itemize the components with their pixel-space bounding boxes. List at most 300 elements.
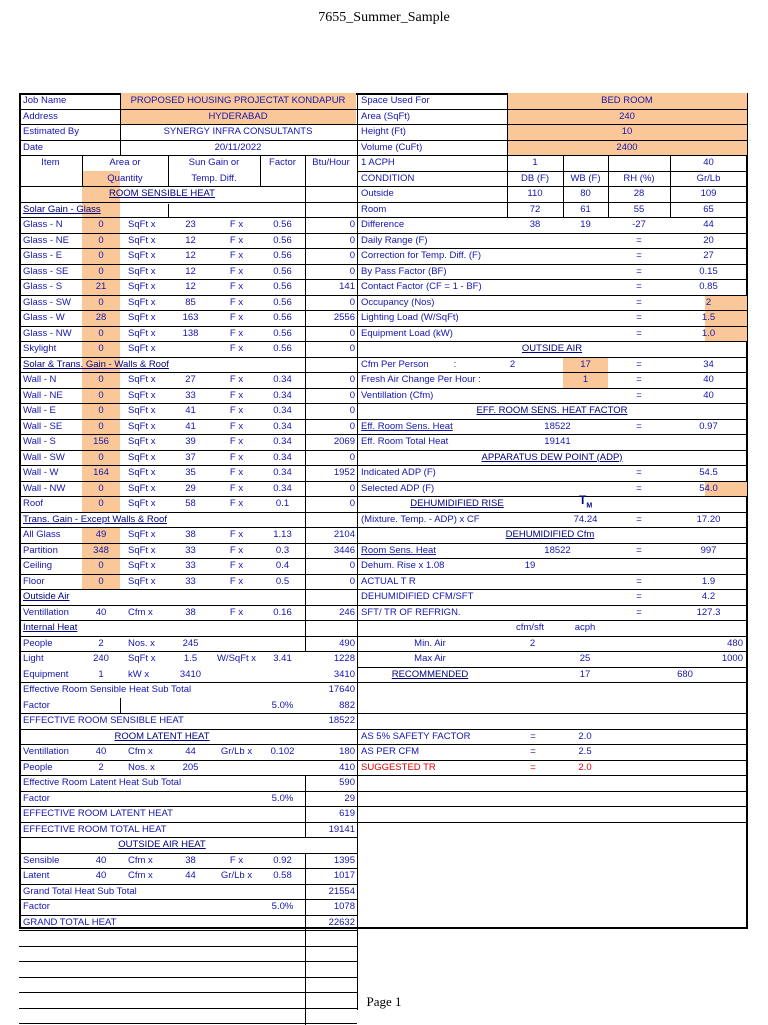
glass-row-value: 12	[168, 280, 213, 293]
min-air-cfm: 2	[505, 637, 560, 650]
glass-row-item: Glass - NE	[21, 234, 82, 247]
trans-row-factor: 0.3	[260, 544, 305, 557]
skylight-row-fx: F x	[213, 342, 260, 355]
job-name-label: Job Name	[21, 94, 120, 107]
glass-row-btu: 0	[305, 234, 357, 247]
skylight-row-item: Skylight	[21, 342, 82, 355]
latent-row-btu: 410	[305, 761, 357, 774]
trans-row-value: 33	[168, 575, 213, 588]
condition-row-label: Outside	[359, 187, 507, 200]
trans-row-fx: F x	[213, 575, 260, 588]
glass-row-qty: 0	[82, 296, 120, 309]
wall-row-btu: 0	[305, 451, 357, 464]
cfm-per-person-colon: :	[445, 358, 465, 371]
outside-air-row-fx: Gr/Lb x	[213, 869, 260, 882]
glass-row-btu: 141	[305, 280, 357, 293]
glass-row-unit: SqFt x	[126, 234, 168, 247]
dehum-rise-value: 19	[500, 559, 560, 572]
param-equals: =	[608, 311, 670, 324]
param-label: Lighting Load (W/SqFt)	[359, 311, 609, 324]
wall-row-qty: 0	[82, 420, 120, 433]
wall-row-factor: 0.34	[260, 404, 305, 417]
recommended-value: 680	[660, 668, 710, 681]
wall-row-value: 41	[168, 404, 213, 417]
glass-row-item: Glass - NW	[21, 327, 82, 340]
outside-air-row-btu: 1395	[305, 854, 357, 867]
internal-row-btu: 490	[305, 637, 357, 650]
wall-row-value: 41	[168, 420, 213, 433]
wall-row-btu: 2069	[305, 435, 357, 448]
glass-row-btu: 0	[305, 218, 357, 231]
param-label: By Pass Factor (BF)	[359, 265, 609, 278]
section-outside-air: Outside Air	[21, 590, 171, 603]
outside-air-row-qty: 40	[82, 854, 120, 867]
tm-subscript: M	[586, 502, 592, 509]
wall-row-fx: F x	[213, 404, 260, 417]
summary-label: DEHUMIDIFIED CFM/SFT	[359, 590, 609, 603]
param-label: Contact Factor (CF = 1 - BF)	[359, 280, 609, 293]
wall-row-btu: 0	[305, 404, 357, 417]
col-header-item: Item	[19, 156, 82, 169]
internal-row-fx: W/SqFt x	[213, 652, 260, 665]
sensible-factor-label: Factor	[21, 699, 121, 712]
internal-row-btu: 1228	[305, 652, 357, 665]
grand-subtotal: 21554	[305, 885, 357, 898]
glass-row-qty: 0	[82, 327, 120, 340]
page-number: Page 1	[0, 994, 768, 1010]
wall-row-qty: 0	[82, 497, 120, 510]
trans-row-factor: 1.13	[260, 528, 305, 541]
internal-row-btu: 3410	[305, 668, 357, 681]
date-label: Date	[21, 141, 120, 154]
equals-sign: =	[608, 466, 670, 479]
effective-room-sensible-heat: 18522	[305, 714, 357, 727]
outside-air-row-value: 38	[168, 854, 213, 867]
condition-value: 80	[563, 187, 608, 200]
glass-row-factor: 0.56	[260, 218, 305, 231]
latent-row-unit: Nos. x	[126, 761, 168, 774]
wall-row-qty: 0	[82, 482, 120, 495]
glass-row-factor: 0.56	[260, 280, 305, 293]
ventilation-sensible-row-value: 38	[168, 606, 213, 619]
condition-row-label: Room	[359, 203, 507, 216]
wall-row-unit: SqFt x	[126, 373, 168, 386]
section-outside-air-heat: OUTSIDE AIR HEAT	[19, 838, 305, 851]
estimated-by-value: SYNERGY INFRA CONSULTANTS	[120, 125, 356, 138]
section-room-latent-heat: ROOM LATENT HEAT	[19, 730, 305, 743]
condition-value: 61	[563, 203, 608, 216]
acph-value-2: 40	[670, 156, 747, 169]
equals-sign: =	[518, 745, 548, 758]
col-header-factor: Factor	[260, 156, 305, 169]
ventilation-sensible-row-unit: Cfm x	[126, 606, 168, 619]
summary-value: 127.3	[670, 606, 747, 619]
trans-row-btu: 3446	[305, 544, 357, 557]
ventilation-result: 40	[670, 389, 747, 402]
wall-row-btu: 0	[305, 420, 357, 433]
glass-row-value: 138	[168, 327, 213, 340]
wall-row-fx: F x	[213, 451, 260, 464]
outside-air-row-value: 44	[168, 869, 213, 882]
cfm-per-person-value: 17	[563, 358, 608, 371]
equals-sign: =	[608, 513, 670, 526]
glass-row-qty: 21	[82, 280, 120, 293]
dehum-cfm-title: DEHUMIDIFIED Cfm	[450, 528, 650, 541]
glass-row-btu: 2556	[305, 311, 357, 324]
safety-factor-label: AS 5% SAFETY FACTOR	[359, 730, 509, 743]
internal-row-value: 3410	[168, 668, 213, 681]
ersh-value: 18522	[500, 420, 615, 433]
glass-row-item: Glass - SW	[21, 296, 82, 309]
equals-sign: =	[608, 389, 670, 402]
glass-row-item: Glass - S	[21, 280, 82, 293]
internal-row-qty: 1	[82, 668, 120, 681]
mixture-temp-symbol	[579, 493, 592, 509]
glass-row-item: Glass - SE	[21, 265, 82, 278]
glass-row-btu: 0	[305, 265, 357, 278]
equals-sign: =	[608, 373, 670, 386]
trans-row-item: Floor	[21, 575, 82, 588]
glass-row-fx: F x	[213, 218, 260, 231]
address-value: HYDERABAD	[120, 110, 356, 123]
latent-subtotal: 590	[305, 776, 357, 789]
grid-line	[357, 791, 747, 792]
condition-value: 65	[670, 203, 747, 216]
wall-row-factor: 0.1	[260, 497, 305, 510]
area-label: Area (SqFt)	[359, 110, 507, 123]
internal-row-qty: 240	[82, 652, 120, 665]
equals-sign: =	[608, 358, 670, 371]
glass-row-value: 23	[168, 218, 213, 231]
wall-row-factor: 0.34	[260, 420, 305, 433]
effective-room-total-heat: 19141	[305, 823, 357, 836]
wall-row-fx: F x	[213, 420, 260, 433]
latent-factor-pct: 5.0%	[260, 792, 305, 805]
param-value: 0.85	[670, 280, 747, 293]
grand-total-heat-label: GRAND TOTAL HEAT	[21, 916, 301, 929]
wall-row-item: Wall - SE	[21, 420, 82, 433]
glass-row-btu: 0	[305, 296, 357, 309]
min-air-value: 480	[680, 637, 745, 650]
grand-subtotal-label: Grand Total Heat Sub Total	[21, 885, 301, 898]
param-value: 27	[670, 249, 747, 262]
trans-row-fx: F x	[213, 544, 260, 557]
skylight-row-unit: SqFt x	[126, 342, 168, 355]
ventilation-label: Ventillation (Cfm)	[359, 389, 559, 402]
summary-label: SFT/ TR OF REFRIGN.	[359, 606, 609, 619]
glass-row-qty: 0	[82, 218, 120, 231]
center-divider	[357, 93, 358, 1010]
glass-row-unit: SqFt x	[126, 296, 168, 309]
ventilation-sensible-row-qty: 40	[82, 606, 120, 619]
condition-value: 110	[507, 187, 563, 200]
equals-sign: =	[608, 575, 670, 588]
glass-row-value: 12	[168, 265, 213, 278]
dehum-rise-title: DEHUMIDIFIED RISE	[357, 497, 557, 510]
suggested-tr-label: SUGGESTED TR	[359, 761, 509, 774]
outside-air-title: OUTSIDE AIR	[357, 342, 747, 355]
fresh-air-value: 1	[563, 373, 608, 386]
load-estimate-sheet	[19, 93, 748, 929]
wall-row-fx: F x	[213, 466, 260, 479]
recommended-acph: 17	[555, 668, 615, 681]
cfm-per-person-count: 2	[490, 358, 535, 371]
condition-header: DB (F)	[507, 172, 563, 185]
glass-row-fx: F x	[213, 234, 260, 247]
section-trans-gain-except: Trans. Gain - Except Walls & Roof	[21, 513, 271, 526]
equals-sign: =	[608, 606, 670, 619]
trans-row-value: 33	[168, 544, 213, 557]
condition-header: RH (%)	[608, 172, 670, 185]
ventilation-sensible-row-btu: 246	[305, 606, 357, 619]
latent-row-value: 44	[168, 745, 213, 758]
param-label: Correction for Temp. Diff. (F)	[359, 249, 609, 262]
cfm-per-person-label: Cfm Per Person	[359, 358, 459, 371]
wall-row-btu: 0	[305, 389, 357, 402]
erth-label: Eff. Room Total Heat	[359, 435, 509, 448]
wall-row-fx: F x	[213, 373, 260, 386]
min-air-label: Min. Air	[380, 637, 480, 650]
wall-row-value: 39	[168, 435, 213, 448]
document-title: 7655_Summer_Sample	[0, 10, 768, 26]
as-per-cfm-value: 2.5	[560, 745, 610, 758]
glass-row-fx: F x	[213, 280, 260, 293]
equals-sign: =	[608, 544, 670, 557]
wall-row-item: Wall - S	[21, 435, 82, 448]
ershf-title: EFF. ROOM SENS. HEAT FACTOR	[357, 404, 747, 417]
wall-row-qty: 0	[82, 451, 120, 464]
latent-row-item: People	[21, 761, 82, 774]
wall-row-factor: 0.34	[260, 389, 305, 402]
glass-row-factor: 0.56	[260, 249, 305, 262]
internal-row-item: Equipment	[21, 668, 82, 681]
adp-title: APPARATUS DEW POINT (ADP)	[357, 451, 747, 464]
glass-row-item: Glass - N	[21, 218, 82, 231]
max-air-value: 1000	[680, 652, 745, 665]
grid-line	[19, 961, 357, 962]
dehum-rise-result: 17.20	[670, 513, 747, 526]
latent-row-factor: 0.102	[260, 745, 305, 758]
grid-line	[357, 713, 747, 714]
wall-row-btu: 0	[305, 482, 357, 495]
cfm-per-person-result: 34	[670, 358, 747, 371]
selected-adp: 54.0	[670, 482, 747, 495]
equals-sign: =	[608, 420, 670, 433]
volume-label: Volume (CuFt)	[359, 141, 507, 154]
outside-air-row-fx: F x	[213, 854, 260, 867]
wall-row-factor: 0.34	[260, 435, 305, 448]
dehum-cfm-result: 997	[670, 544, 747, 557]
internal-row-value: 245	[168, 637, 213, 650]
condition-value: 19	[563, 218, 608, 231]
trans-row-btu: 2104	[305, 528, 357, 541]
wall-row-unit: SqFt x	[126, 482, 168, 495]
trans-row-item: All Glass	[21, 528, 82, 541]
outside-air-row-item: Sensible	[21, 854, 82, 867]
trans-row-qty: 0	[82, 559, 120, 572]
summary-value: 4.2	[670, 590, 747, 603]
glass-row-unit: SqFt x	[126, 265, 168, 278]
trans-row-factor: 0.4	[260, 559, 305, 572]
ventilation-sensible-row-factor: 0.16	[260, 606, 305, 619]
glass-row-btu: 0	[305, 249, 357, 262]
glass-row-qty: 0	[82, 265, 120, 278]
wall-row-value: 37	[168, 451, 213, 464]
col-header-btu: Btu/Hour	[305, 156, 357, 169]
dehum-rise-factor-label: Dehum. Rise x 1.08	[359, 559, 509, 572]
col-header-temp-diff: Temp. Diff.	[168, 172, 260, 185]
param-label: Equipment Load (kW)	[359, 327, 609, 340]
fresh-air-label: Fresh Air Change Per Hour :	[359, 373, 559, 386]
col-header-quantity: Quantity	[82, 172, 168, 185]
internal-row-qty: 2	[82, 637, 120, 650]
latent-row-value: 205	[168, 761, 213, 774]
glass-row-unit: SqFt x	[126, 327, 168, 340]
wall-row-value: 27	[168, 373, 213, 386]
trans-row-qty: 49	[82, 528, 120, 541]
tm-letter: T	[579, 493, 586, 507]
param-equals: =	[608, 265, 670, 278]
wall-row-factor: 0.34	[260, 451, 305, 464]
wall-row-fx: F x	[213, 435, 260, 448]
glass-row-unit: SqFt x	[126, 280, 168, 293]
glass-row-factor: 0.56	[260, 296, 305, 309]
wall-row-qty: 156	[82, 435, 120, 448]
wall-row-item: Wall - NE	[21, 389, 82, 402]
wall-row-btu: 1952	[305, 466, 357, 479]
wall-row-fx: F x	[213, 497, 260, 510]
param-value: 1.0	[670, 327, 747, 340]
equals-sign: =	[608, 482, 670, 495]
trans-row-btu: 0	[305, 575, 357, 588]
area-value: 240	[507, 110, 747, 123]
grand-total-heat: 22632	[305, 916, 357, 929]
wall-row-factor: 0.34	[260, 466, 305, 479]
address-label: Address	[21, 110, 120, 123]
grid-line	[19, 930, 357, 931]
glass-row-unit: SqFt x	[126, 249, 168, 262]
glass-row-fx: F x	[213, 327, 260, 340]
rsh-label: Room Sens. Heat	[359, 544, 509, 557]
height-value: 10	[507, 125, 747, 138]
condition-value: 55	[608, 203, 670, 216]
grand-factor-pct: 5.0%	[260, 900, 305, 913]
indicated-adp-label: Indicated ADP (F)	[359, 466, 559, 479]
glass-row-factor: 0.56	[260, 265, 305, 278]
outside-air-row-factor: 0.58	[260, 869, 305, 882]
wall-row-item: Wall - SW	[21, 451, 82, 464]
sensible-factor-pct: 5.0%	[260, 699, 305, 712]
acph-label: 1 ACPH	[359, 156, 507, 169]
wall-row-unit: SqFt x	[126, 404, 168, 417]
trans-row-item: Partition	[21, 544, 82, 557]
wall-row-fx: F x	[213, 389, 260, 402]
height-label: Height (Ft)	[359, 125, 507, 138]
grand-factor-label: Factor	[21, 900, 121, 913]
internal-row-item: Light	[21, 652, 82, 665]
wall-row-qty: 0	[82, 404, 120, 417]
effective-room-sensible-heat-label: EFFECTIVE ROOM SENSIBLE HEAT	[21, 714, 301, 727]
summary-value: 1.9	[670, 575, 747, 588]
grid-line	[19, 992, 357, 993]
glass-row-factor: 0.56	[260, 311, 305, 324]
internal-row-unit: SqFt x	[126, 652, 168, 665]
condition-header: CONDITION	[359, 172, 507, 185]
internal-row-item: People	[21, 637, 82, 650]
param-value: 20	[670, 234, 747, 247]
trans-row-unit: SqFt x	[126, 544, 168, 557]
grid-line	[357, 775, 747, 776]
param-label: Occupancy (Nos)	[359, 296, 609, 309]
mixture-temp-value: 74.24	[563, 513, 608, 526]
glass-row-value: 163	[168, 311, 213, 324]
wall-row-qty: 0	[82, 389, 120, 402]
trans-row-btu: 0	[305, 559, 357, 572]
acph-header: acph	[560, 621, 610, 634]
space-label: Space Used For	[359, 94, 507, 107]
condition-header: WB (F)	[563, 172, 608, 185]
wall-row-item: Wall - E	[21, 404, 82, 417]
latent-factor-label: Factor	[21, 792, 121, 805]
wall-row-value: 33	[168, 389, 213, 402]
glass-row-item: Glass - E	[21, 249, 82, 262]
cfm-sft-header: cfm/sft	[500, 621, 560, 634]
fresh-air-result: 40	[670, 373, 747, 386]
wall-row-qty: 164	[82, 466, 120, 479]
condition-value: 109	[670, 187, 747, 200]
glass-row-factor: 0.56	[260, 327, 305, 340]
grid-line	[357, 682, 747, 683]
latent-row-item: Ventillation	[21, 745, 82, 758]
glass-row-fx: F x	[213, 311, 260, 324]
skylight-row-factor: 0.56	[260, 342, 305, 355]
latent-row-fx: Gr/Lb x	[213, 745, 260, 758]
param-value: 1.5	[670, 311, 747, 324]
glass-row-btu: 0	[305, 327, 357, 340]
wall-row-item: Wall - N	[21, 373, 82, 386]
wall-row-btu: 0	[305, 373, 357, 386]
trans-row-factor: 0.5	[260, 575, 305, 588]
sensible-subtotal-label: Effective Room Sensible Heat Sub Total	[21, 683, 301, 696]
condition-value: -27	[608, 218, 670, 231]
outside-air-row-item: Latent	[21, 869, 82, 882]
glass-row-value: 12	[168, 249, 213, 262]
sensible-subtotal: 17640	[305, 683, 357, 696]
latent-factor-val: 29	[305, 792, 357, 805]
param-equals: =	[608, 280, 670, 293]
latent-row-btu: 180	[305, 745, 357, 758]
equals-sign: =	[518, 761, 548, 774]
wall-row-item: Wall - NW	[21, 482, 82, 495]
internal-row-unit: Nos. x	[126, 637, 168, 650]
wall-row-unit: SqFt x	[126, 497, 168, 510]
section-room-sensible-heat: ROOM SENSIBLE HEAT	[19, 187, 305, 200]
indicated-adp: 54.5	[670, 466, 747, 479]
latent-row-unit: Cfm x	[126, 745, 168, 758]
safety-factor-value: 2.0	[560, 730, 610, 743]
glass-row-unit: SqFt x	[126, 218, 168, 231]
outside-air-row-factor: 0.92	[260, 854, 305, 867]
param-value: 2	[670, 296, 747, 309]
effective-room-total-heat-label: EFFECTIVE ROOM TOTAL HEAT	[21, 823, 301, 836]
grand-factor-val: 1078	[305, 900, 357, 913]
condition-value: 38	[507, 218, 563, 231]
trans-row-qty: 348	[82, 544, 120, 557]
estimated-by-label: Estimated By	[21, 125, 120, 138]
glass-row-value: 85	[168, 296, 213, 309]
latent-row-qty: 40	[82, 745, 120, 758]
skylight-row-btu: 0	[305, 342, 357, 355]
